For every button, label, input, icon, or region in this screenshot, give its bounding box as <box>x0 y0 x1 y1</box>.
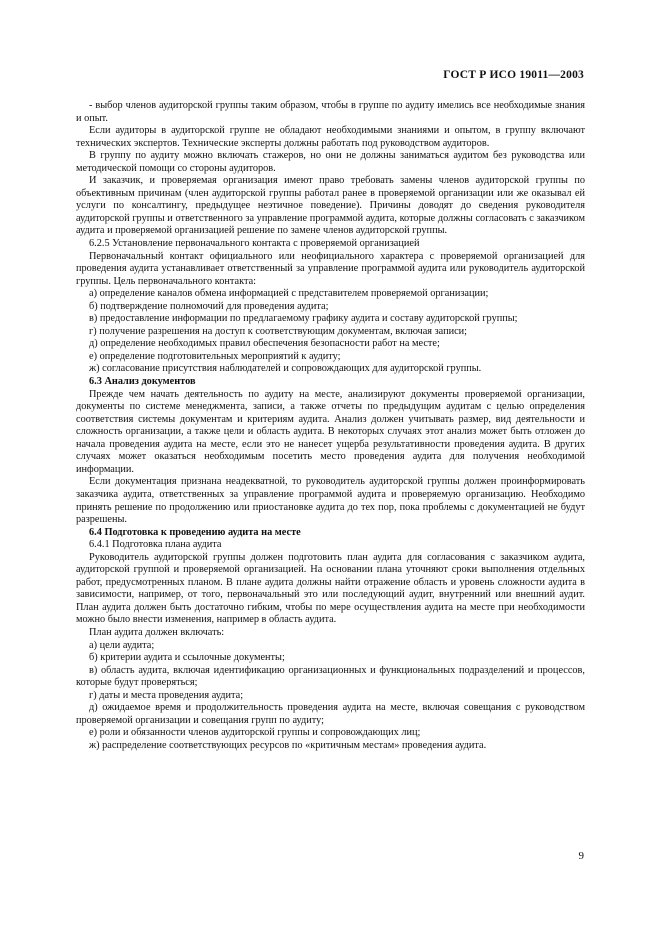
section-heading: 6.3 Анализ документов <box>89 376 196 388</box>
paragraph: ж) распределение соответствующих ресурсов по «критичным местам» проведения аудита. <box>89 739 487 751</box>
paragraph: Прежде чем начать деятельность по аудиту на месте, анализируют документы проверяемой организации, документы по системе менеджмента, записи, а также отчеты по предыдущим аудитам с целью определения соответствия системы документам и критериям аудита. Анализ должен учитывать размер, вид деятельности и сложность организации, а также цели и область аудита. В некоторых случаях этот анализ может быть отложен до начала проведения аудита на месте, если это не нанесет ущерба результативности проведения аудита. В других случаях может оказаться необходимым посетить место проведения аудита для получения необходимой информации. <box>76 388 585 475</box>
paragraph: д) ожидаемое время и продолжительность проведения аудита на месте, включая совещания с руководством проверяемой организации и совещания групп по аудиту; <box>76 702 585 726</box>
paragraph: В группу по аудиту можно включать стажеров, но они не должны заниматься аудитом без руководства или методической помощи со стороны аудиторов. <box>76 150 585 174</box>
paragraph: д) определение необходимых правил обеспечения безопасности работ на месте; <box>89 338 440 350</box>
paragraph: Первоначальный контакт официального или неофициального характера с проверяемой организацией для проведения аудита устанавливает ответственный за управление программой аудита или руководитель аудиторской группы. Цель первоначального контакта: <box>76 250 585 287</box>
page-number: 9 <box>578 850 584 862</box>
paragraph: г) получение разрешения на доступ к соответствующим документам, включая записи; <box>89 325 468 337</box>
paragraph: а) цели аудита; <box>89 639 155 651</box>
paragraph: в) область аудита, включая идентификацию организационных и функциональных подразделений и процессов, которые будут проверяться; <box>76 664 585 689</box>
document-body <box>76 100 585 752</box>
paragraph: Руководитель аудиторской группы должен подготовить план аудита для согласования с заказчиком аудита, аудиторской группой и проверяемой организацией. На основании плана уточняют сроки выполнения отдельных работ, предусмотренных планом. В плане аудита должны найти отражение область и уровень сложности аудита в зависимости, например, от того, первоначальный это или последующий аудит, внутренний или внешний аудит. План аудита должен быть достаточно гибким, чтобы по мере осуществления аудита на месте при необходимости можно было внести изменения, например в область аудита. <box>76 551 585 626</box>
paragraph: б) подтверждение полномочий для проведения аудита; <box>89 300 329 312</box>
paragraph: в) предоставление информации по предлагаемому графику аудита и составу аудиторской группы; <box>89 313 518 325</box>
document-code-header: ГОСТ Р ИСО 19011—2003 <box>443 69 584 81</box>
section-heading: 6.4 Подготовка к проведению аудита на месте <box>89 526 301 538</box>
paragraph: Если аудиторы в аудиторской группе не обладают необходимыми знаниями и опытом, в группу включают технических экспертов. Технические эксперты должны работать под руководством аудиторов. <box>76 125 585 149</box>
paragraph: ж) согласование присутствия наблюдателей и сопровождающих для аудиторской группы. <box>89 363 482 375</box>
paragraph: Если документация признана неадекватной, то руководитель аудиторской группы должен проинформировать заказчика аудита, ответственных за управление программой аудита и проверяемую организацию. Необходимо принять решение по продолжению или приостановке аудита до тех пор, пока проблемы с документацией не будут разрешены. <box>76 476 585 526</box>
paragraph: План аудита должен включать: <box>89 626 225 638</box>
paragraph: а) определение каналов обмена информацией с представителем проверяемой организации; <box>89 288 489 300</box>
paragraph: И заказчик, и проверяемая организация имеют право требовать замены членов аудиторской группы по объективным причинам (член аудиторской группы работал ранее в проверяемой организации или же оказывал ей услуги по консалтингу, предыдущее неэтичное поведение). Причины доводят до сведения руководителя аудиторской группы и ответственного за управление программой аудита, которые должны согласовать с заказчиком аудита и проверяемой организацией решение по замене членов аудиторской группы. <box>76 175 585 237</box>
paragraph: е) определение подготовительных мероприятий к аудиту; <box>89 350 341 362</box>
subsection-heading: 6.2.5 Установление первоначального контакта с проверяемой организацией <box>89 238 420 250</box>
paragraph: е) роли и обязанности членов аудиторской группы и сопровождающих лиц; <box>89 727 421 739</box>
paragraph: г) даты и места проведения аудита; <box>89 689 244 701</box>
paragraph: б) критерии аудита и ссылочные документы; <box>89 652 285 664</box>
subsection-heading: 6.4.1 Подготовка плана аудита <box>89 539 222 551</box>
paragraph: - выбор членов аудиторской группы таким образом, чтобы в группе по аудиту имелись все необходимые знания и опыт. <box>76 100 585 124</box>
